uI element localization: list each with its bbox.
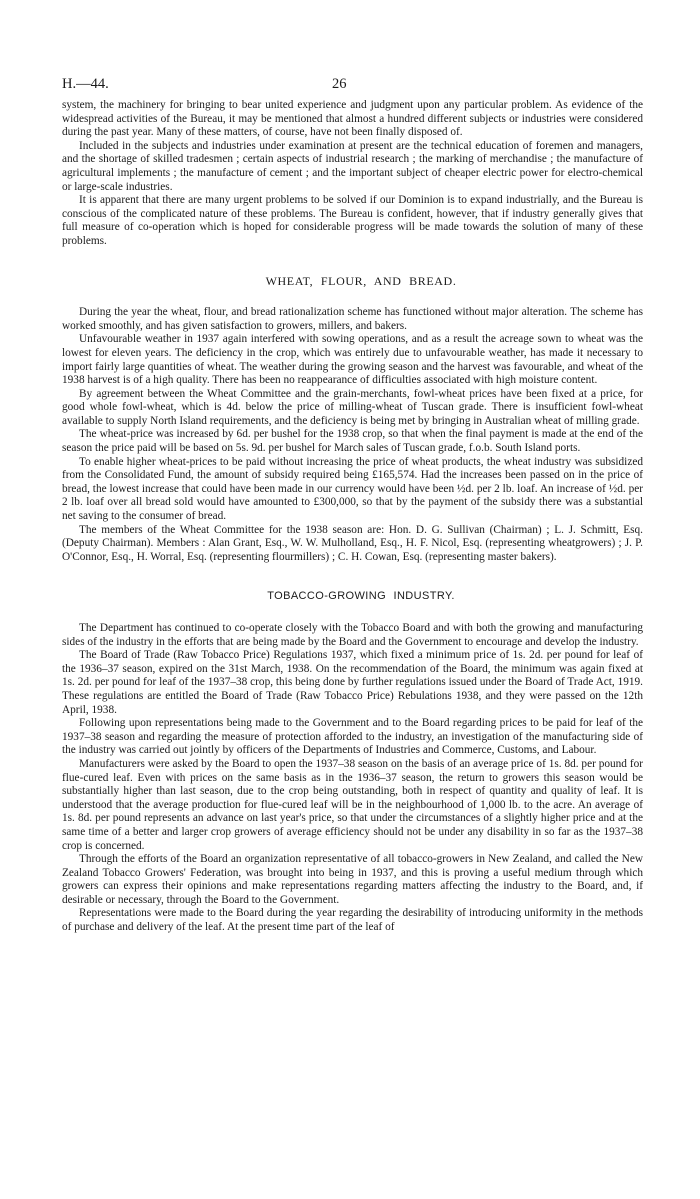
page-header [62,76,642,96]
wheat-paragraph: Unfavourable weather in 1937 again interfered with sowing operations, and as a result the acreage sown to wheat was the lowest for eleven years. The deficiency in the crop, which was entirely due to unfavourable weather, has made it necessary to import fairly large quantities of wheat. The weather during the growing season and the harvest was favourable, and wheat of the 1938 harvest is of a high quality. There has been no reappearance of difficulties associated with high moisture content. [62,333,643,387]
tobacco-paragraph: Through the efforts of the Board an organization representative of all tobacco-growers in New Zealand, and called the New Zealand Tobacco Growers' Federation, was brought into being in 1937, and this is proving a useful medium through which growers can express their opinions and make representations regarding matters affecting the industry to the Board, and, if desirable or necessary, through the Board to the Government. [62,853,643,906]
tobacco-paragraph: Representations were made to the Board during the year regarding the desirability of introducing uniformity in the methods of purchase and delivery of the leaf. At the present time part of the leaf of [62,907,643,934]
wheat-paragraph: The members of the Wheat Committee for the 1938 season are: Hon. D. G. Sullivan (Chairman) ; L. J. Schmitt, Esq. (Deputy Chairman). Members : Alan Grant, Esq., W. W. Mulholland, Esq., H. F. Nicol, Esq. (representing wheatgrowers) ; J. P. O'Connor, Esq., H. Worral, Esq. (representing flourmillers) ; C. H. Cowan, Esq. (representing master bakers). [62,523,643,563]
wheat-paragraph: During the year the wheat, flour, and bread rationalization scheme has functioned without major alteration. The scheme has worked smoothly, and has given satisfaction to growers, millers, and bakers. [62,306,643,332]
wheat-paragraph: To enable higher wheat-prices to be paid without increasing the price of wheat products, the wheat industry was subsidized from the Consolidated Fund, the amount of subsidy required being £165,574. Had the increases been passed on in the price of bread, the lowest increase that could have been made in our currency would have been ½d. per 2 lb. loaf. An increase of ½d. per 2 lb. loaf over all bread sold would have amounted to £300,000, so that by the payment of the subsidy there was a substantial net saving to the consumer of bread. [62,455,643,523]
tobacco-paragraph: The Department has continued to co-operate closely with the Tobacco Board and with both the growing and manufacturing sides of the industry in the efforts that are being made by the Board and the Government to encourage and develop the industry. [62,622,643,648]
intro-paragraph: It is apparent that there are many urgent problems to be solved if our Dominion is to expand industrially, and the Bureau is conscious of the complicated nature of these problems. The Bureau is confident, however, that if industry generally gives that full measure of co-operation which is hoped for considerable progress will be made towards the solution of many of these problems. [62,194,643,247]
intro-paragraph: Included in the subjects and industries under examination at present are the technical education of foremen and managers, and the shortage of skilled tradesmen ; certain aspects of industrial research ; the marking of merchandise ; the manufacture of agricultural implements ; the manufacture of cement ; and the important subject of cheaper electric power for electro-chemical or large-scale industries. [62,139,643,193]
section-heading-tobacco: TOBACCO-GROWING INDUSTRY. [267,590,455,603]
document-reference: H.—44. [62,76,109,92]
intro-paragraph: system, the machinery for bringing to bear united experience and judgment upon any particular problem. As evidence of the widespread activities of the Bureau, it may be mentioned that almost a hundred different subjects or industries were considered during the past year. Many of these matters, of course, have not been finally disposed of. [62,99,643,139]
tobacco-paragraph: The Board of Trade (Raw Tobacco Price) Regulations 1937, which fixed a minimum price of 1s. 2d. per pound for leaf of the 1936–37 season, expired on the 31st March, 1938. On the recommendation of the Board, the minimum was again fixed at 1s. 2d. per pound for leaf of the 1937–38 crop, this being done by further regulations issued under the Board of Trade Act, 1919. These regulations are entitled the Board of Trade (Raw Tobacco Price) Rebulations 1938, and they were passed on the 12th April, 1938. [62,649,643,716]
tobacco-paragraph: Following upon representations being made to the Government and to the Board regarding prices to be paid for leaf of the 1937–38 season and regarding the measure of protection afforded to the industry, an investigation of the manufacturing side of the industry was carried out jointly by officers of the Departments of Industries and Commerce, Customs, and Labour. [62,717,643,757]
wheat-paragraph: The wheat-price was increased by 6d. per bushel for the 1938 crop, so that when the final payment is made at the end of the season the price paid will be based on 5s. 9d. per bushel for March sales of Tuscan grade, f.o.b. South Island ports. [62,428,643,455]
page-number: 26 [332,76,347,92]
tobacco-paragraph: Manufacturers were asked by the Board to open the 1937–38 season on the basis of an average price of 1s. 8d. per pound for flue-cured leaf. Even with prices on the same basis as in the 1936–37 season, the return to growers this season would be substantially higher than last season, due to the crop being outstanding, both in respect of quantity and quality of leaf. It is understood that the average production for flue-cured leaf will be in the neighbourhood of 1,000 lb. to the acre. An average of 1s. 8d. per pound represents an advance on last year's price, so that under the circumstances of a slightly higher price and at the same time of a better and larger crop growers of average efficiency should not be under any disability in so far as the 1937–38 crop is concerned. [62,757,643,852]
section-heading-wheat: WHEAT, FLOUR, AND BREAD. [265,273,457,288]
wheat-paragraph: By agreement between the Wheat Committee and the grain-merchants, fowl-wheat prices have been fixed at a price, for good whole fowl-wheat, which is 4d. below the price of milling-wheat of Tuscan grade. There is insufficient fowl-wheat available to supply North Island requirements, and the deficiency is being met by bringing in Australian wheat of milling grade. [62,387,643,427]
page-content [62,99,643,935]
